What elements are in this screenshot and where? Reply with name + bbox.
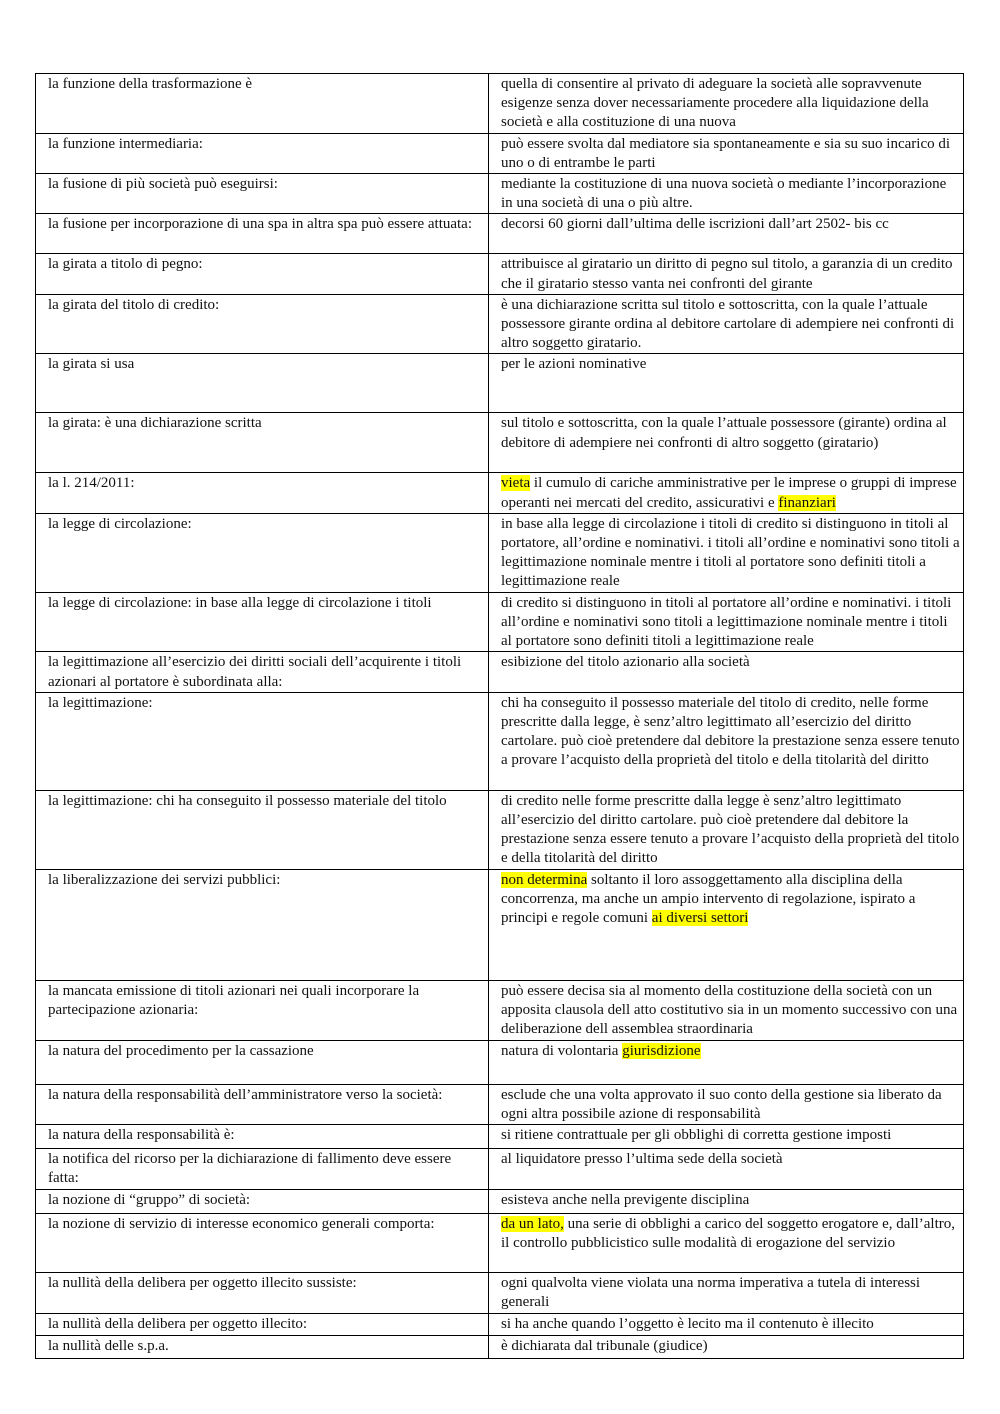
question-cell: la l. 214/2011: [36, 473, 489, 513]
table-row [36, 1149, 964, 1189]
table-row [36, 74, 964, 134]
answer-text: natura di volontaria [501, 1042, 623, 1059]
table-row [36, 1272, 964, 1313]
answer-cell [489, 254, 964, 294]
question-cell: la natura della responsabilità è: [36, 1125, 489, 1149]
answer-text: esibizione del titolo azionario alla società [501, 654, 750, 671]
answer-text: di credito si distinguono in titoli al portatore all’ordine e nominativi. i titoli all’ordine e nominativi sono titoli a legittimazione nominale mentre i titoli al portatore sono definiti titoli a legittimazione reale [501, 594, 952, 650]
answer-text: attribuisce al giratario un diritto di pegno sul titolo, a garanzia di un credito che il giratario stesso vanta nei confronti del girante [501, 256, 953, 292]
question-cell: la liberalizzazione dei servizi pubblici: [36, 869, 489, 980]
table-row [36, 214, 964, 254]
highlighted-text: finanziari [778, 494, 836, 511]
answer-text: esisteva anche nella previgente disciplina [501, 1191, 750, 1208]
answer-text: il cumulo di cariche amministrative per le imprese o gruppi di imprese operanti nei mercati del credito, assicurativi e [501, 475, 957, 511]
table-row [36, 1084, 964, 1124]
highlighted-text: vieta [501, 475, 531, 492]
answer-cell [489, 692, 964, 790]
answer-cell [489, 174, 964, 214]
answer-cell [489, 980, 964, 1040]
qa-table-body [36, 74, 964, 1359]
answer-cell [489, 1335, 964, 1358]
table-row [36, 1313, 964, 1335]
answer-text: si ritiene contrattuale per gli obblighi di corretta gestione imposti [501, 1127, 892, 1144]
table-row [36, 1125, 964, 1149]
answer-text: è dichiarata dal tribunale (giudice) [501, 1337, 708, 1354]
answer-cell [489, 1213, 964, 1272]
answer-cell [489, 790, 964, 869]
answer-text: può essere svolta dal mediatore sia spontaneamente e sia su suo incarico di uno o di entrambe le parti [501, 135, 951, 171]
table-row [36, 869, 964, 980]
table-row [36, 692, 964, 790]
answer-cell [489, 473, 964, 513]
question-cell: la nozione di “gruppo” di società: [36, 1189, 489, 1213]
answer-cell [489, 652, 964, 692]
question-cell: la natura della responsabilità dell’amministratore verso la società: [36, 1084, 489, 1124]
qa-table [35, 73, 964, 1359]
document-page [35, 73, 962, 1359]
answer-cell [489, 214, 964, 254]
table-row [36, 513, 964, 592]
answer-text: quella di consentire al privato di adeguare la società alle sopravvenute esigenze senza dover necessariamente procedere alla liquidazione della società e alla costituzione di una nuova [501, 76, 929, 131]
answer-text: chi ha conseguito il possesso materiale del titolo di credito, nelle forme prescritte dalla legge, è senz’altro legittimato all’esercizio del diritto cartolare. può cioè pretendere dal debitore la prestazione senza essere tenuto a provare l’acquisto della proprietà del titolo e della titolarità del diritto [501, 694, 960, 769]
table-row [36, 1040, 964, 1084]
answer-cell [489, 133, 964, 173]
question-cell: la legittimazione all’esercizio dei diritti sociali dell’acquirente i titoli azionari al portatore è subordinata alla: [36, 652, 489, 692]
question-cell: la nozione di servizio di interesse economico generali comporta: [36, 1213, 489, 1272]
question-cell: la notifica del ricorso per la dichiarazione di fallimento deve essere fatta: [36, 1149, 489, 1189]
question-cell: la girata del titolo di credito: [36, 294, 489, 354]
question-cell: la nullità delle s.p.a. [36, 1335, 489, 1358]
question-cell: la girata si usa [36, 354, 489, 413]
question-cell: la natura del procedimento per la cassazione [36, 1040, 489, 1084]
table-row [36, 133, 964, 173]
highlighted-text: da un lato, [501, 1215, 564, 1232]
question-cell: la legge di circolazione: in base alla legge di circolazione i titoli [36, 592, 489, 652]
answer-text: al liquidatore presso l’ultima sede della società [501, 1151, 783, 1168]
answer-text: soltanto il loro assoggettamento alla disciplina della concorrenza, ma anche un ampio intervento di regolazione, ispirato a principi e regole comuni [501, 871, 916, 927]
table-row [36, 473, 964, 513]
answer-text: sul titolo e sottoscritta, con la quale l’attuale possessore (girante) ordina al debitore di adempiere nei confronti di altro soggetto (giratario) [501, 415, 947, 451]
answer-cell [489, 1272, 964, 1313]
answer-text: mediante la costituzione di una nuova società o mediante l’incorporazione in una società di una o più altre. [501, 176, 947, 212]
highlighted-text: ai diversi settori [651, 910, 749, 927]
answer-text: in base alla legge di circolazione i titoli di credito si distinguono in titoli al portatore, all’ordine e nominativi. i titoli all’ordine e nominativi sono titoli a legittimazione nominale mentre i titoli al portatore sono definiti titoli a legittimazione reale [501, 515, 960, 590]
answer-cell [489, 1189, 964, 1213]
answer-cell [489, 74, 964, 134]
question-cell: la funzione della trasformazione è [36, 74, 489, 134]
question-cell: la legge di circolazione: [36, 513, 489, 592]
answer-cell [489, 413, 964, 473]
answer-text: esclude che una volta approvato il suo conto della gestione sia liberato da ogni altra possibile azione di responsabilità [501, 1086, 942, 1123]
highlighted-text: giurisdizione [622, 1042, 701, 1059]
question-cell: la funzione intermediaria: [36, 133, 489, 173]
answer-cell [489, 1084, 964, 1124]
question-cell: la legittimazione: [36, 692, 489, 790]
answer-cell [489, 592, 964, 652]
answer-text: può essere decisa sia al momento della costituzione della società con un apposita clausola dell atto costitutivo sia in un momento successivo con una deliberazione dell assemblea straordinaria [501, 982, 958, 1038]
table-row [36, 254, 964, 294]
answer-cell [489, 1125, 964, 1149]
table-row [36, 592, 964, 652]
answer-cell [489, 1313, 964, 1335]
question-cell: la fusione per incorporazione di una spa in altra spa può essere attuata: [36, 214, 489, 254]
answer-cell [489, 1149, 964, 1189]
table-row [36, 980, 964, 1040]
question-cell: la nullità della delibera per oggetto illecito: [36, 1313, 489, 1335]
table-row [36, 413, 964, 473]
question-cell: la fusione di più società può eseguirsi: [36, 174, 489, 214]
table-row [36, 354, 964, 413]
table-row [36, 174, 964, 214]
answer-text: decorsi 60 giorni dall’ultima delle iscrizioni dall’art 2502- bis cc [501, 216, 889, 233]
answer-text: per le azioni nominative [501, 356, 647, 373]
answer-text: una serie di obblighi a carico del soggetto erogatore e, dall’altro, il controllo pubblicistico sulle modalità di erogazione del servizio [501, 1215, 956, 1251]
answer-cell [489, 869, 964, 980]
answer-cell [489, 354, 964, 413]
highlighted-text: non determina [501, 871, 588, 888]
table-row [36, 1189, 964, 1213]
answer-cell [489, 1040, 964, 1084]
table-row [36, 1213, 964, 1272]
answer-cell [489, 513, 964, 592]
table-row [36, 652, 964, 692]
table-row [36, 294, 964, 354]
question-cell: la legittimazione: chi ha conseguito il possesso materiale del titolo [36, 790, 489, 869]
table-row [36, 790, 964, 869]
answer-text: ogni qualvolta viene violata una norma imperativa a tutela di interessi generali [501, 1274, 921, 1310]
question-cell: la girata a titolo di pegno: [36, 254, 489, 294]
answer-text: è una dichiarazione scritta sul titolo e sottoscritta, con la quale l’attuale possessore girante ordina al debitore cartolare di adempiere nei confronti di altro soggetto giratario. [501, 296, 955, 352]
answer-text: di credito nelle forme prescritte dalla legge è senz’altro legittimato all’esercizio del diritto cartolare. può cioè pretendere dal debitore la prestazione senza essere tenuto a provare l’acquisto della proprietà del titolo e della titolarità del diritto [501, 792, 960, 867]
answer-text: si ha anche quando l’oggetto è lecito ma il contenuto è illecito [501, 1315, 874, 1332]
question-cell: la girata: è una dichiarazione scritta [36, 413, 489, 473]
answer-cell [489, 294, 964, 354]
table-row [36, 1335, 964, 1358]
question-cell: la nullità della delibera per oggetto illecito sussiste: [36, 1272, 489, 1313]
question-cell: la mancata emissione di titoli azionari nei quali incorporare la partecipazione azionaria: [36, 980, 489, 1040]
